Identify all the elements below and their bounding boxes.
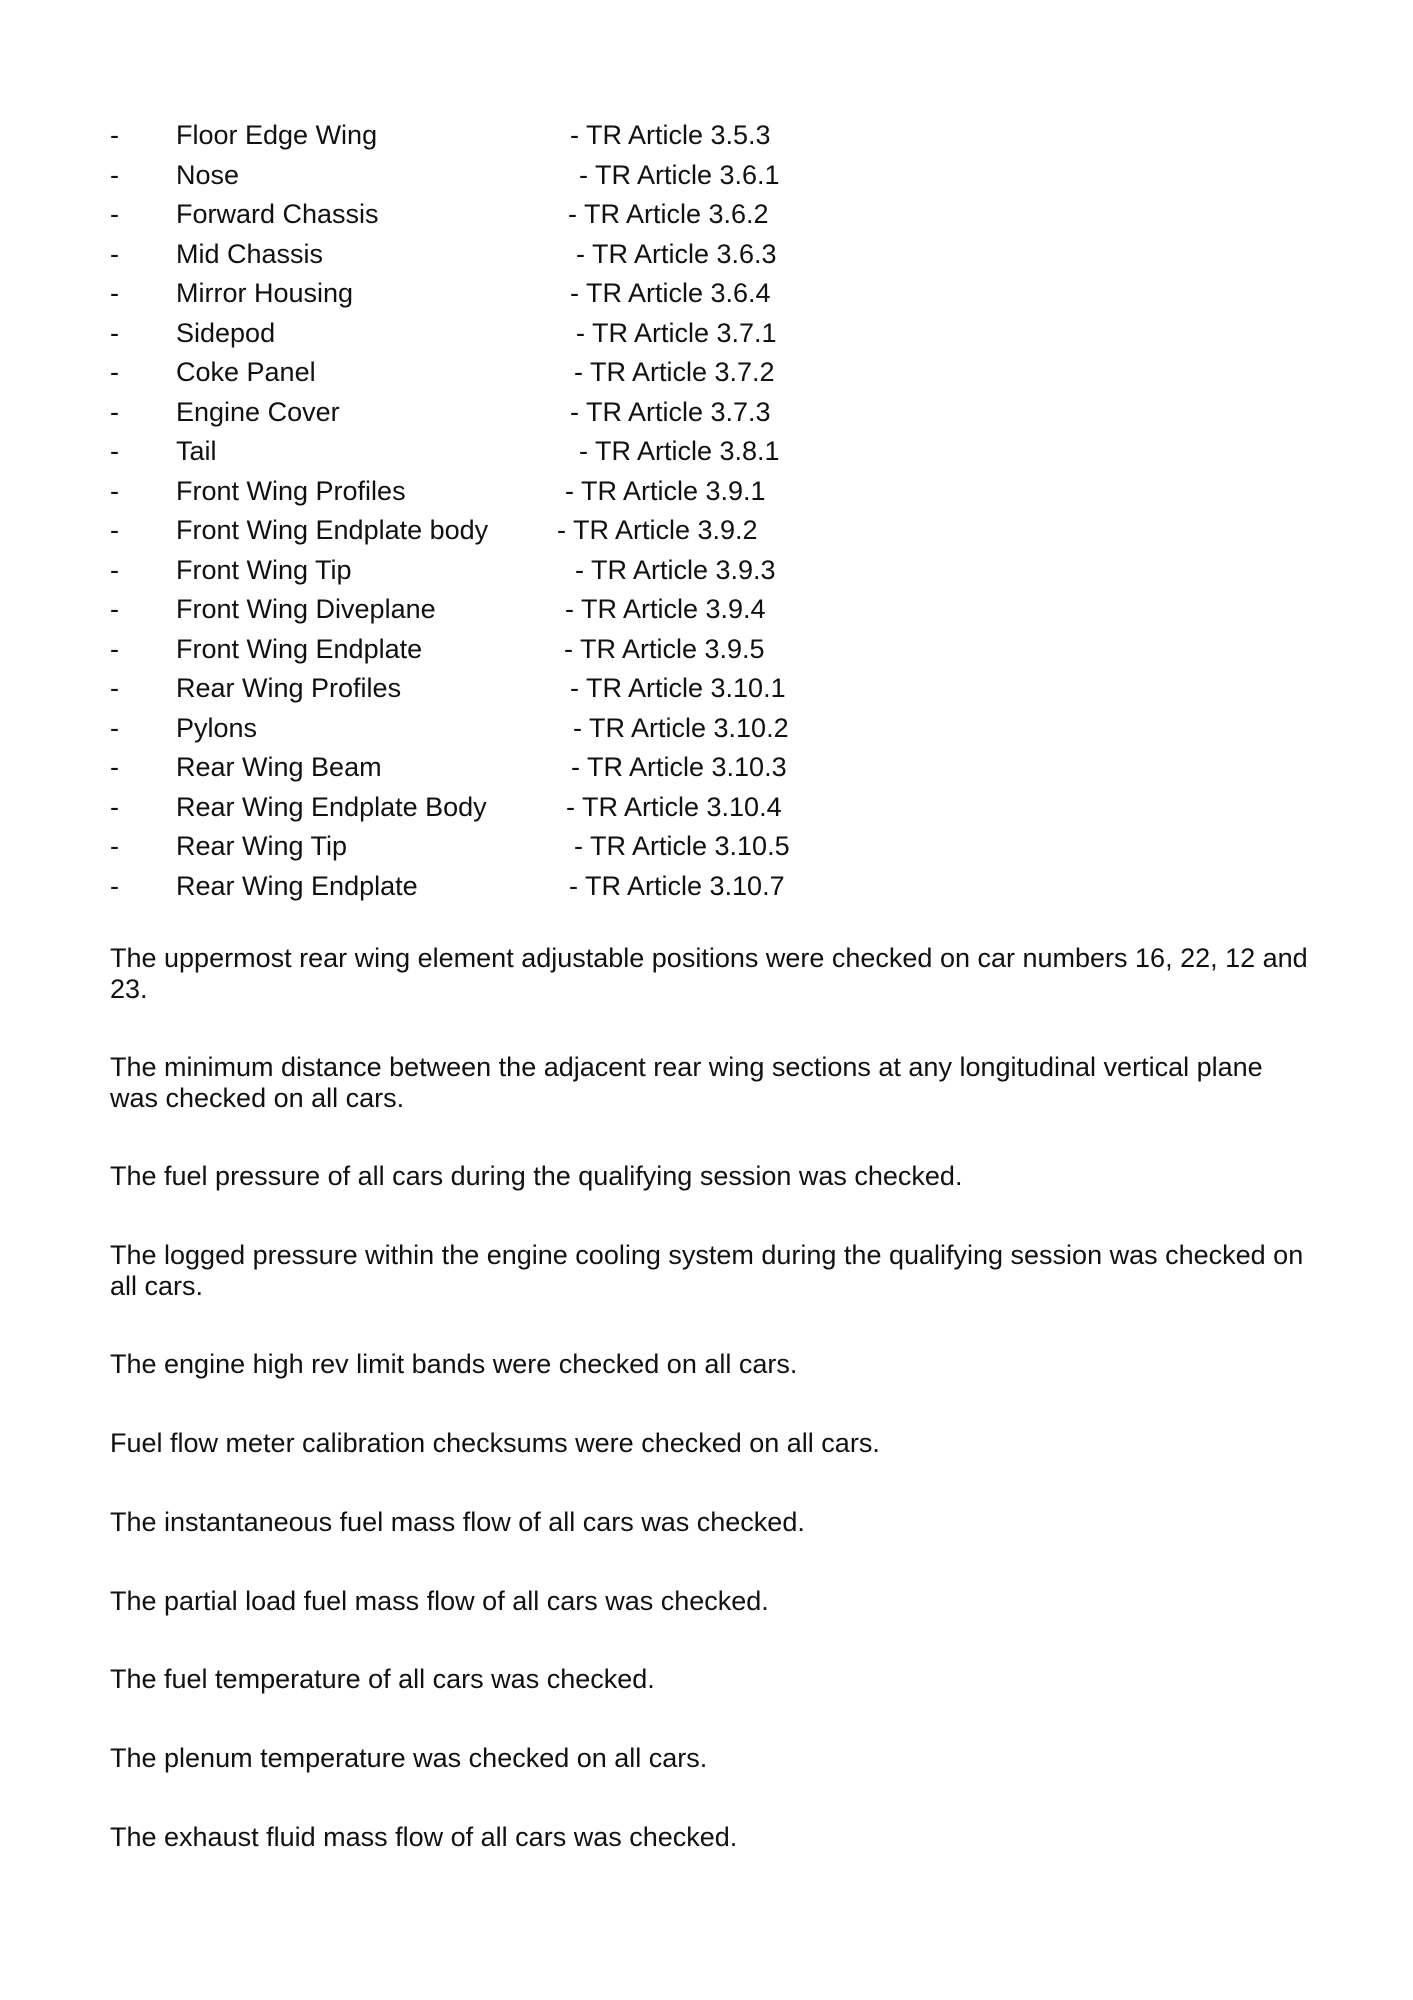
component-name: Nose [176, 159, 240, 190]
paragraph: The instantaneous fuel mass flow of all cars was checked. [110, 1507, 805, 1537]
component-name: Coke Panel [176, 357, 316, 387]
list-bullet: - [110, 475, 119, 506]
list-bullet: - [110, 633, 119, 664]
component-name: Mirror Housing [176, 278, 354, 308]
component-row [0, 551, 1413, 591]
paragraph: The partial load fuel mass flow of all cars was checked. [110, 1586, 769, 1616]
component-row [0, 472, 1413, 512]
list-bullet: - [110, 554, 119, 585]
paragraph: The fuel temperature of all cars was checked. [110, 1664, 655, 1694]
component-name: Front Wing Endplate [176, 633, 423, 664]
list-bullet: - [110, 515, 119, 545]
component-row [0, 156, 1413, 196]
component-name: Front Wing Diveplane [176, 594, 436, 624]
article-reference: - TR Article 3.5.3 [570, 120, 771, 150]
list-bullet: - [110, 673, 119, 703]
list-bullet: - [110, 712, 119, 743]
component-name: Front Wing Tip [176, 554, 352, 585]
paragraph: The uppermost rear wing element adjustable positions were checked on car numbers 16, 22, 12 and 23. [110, 943, 1308, 1004]
component-row [0, 195, 1413, 235]
article-reference: - TR Article 3.9.3 [575, 554, 776, 585]
component-row [0, 511, 1413, 551]
paragraph: The fuel pressure of all cars during the qualifying session was checked. [110, 1161, 963, 1191]
article-reference: - TR Article 3.10.7 [569, 870, 785, 901]
paragraph: The engine high rev limit bands were checked on all cars. [110, 1349, 798, 1379]
component-name: Mid Chassis [176, 238, 324, 269]
component-row [0, 353, 1413, 393]
article-reference: - TR Article 3.9.5 [564, 633, 765, 664]
article-reference: - TR Article 3.6.3 [576, 238, 777, 269]
article-reference: - TR Article 3.6.4 [570, 278, 771, 308]
list-bullet: - [110, 831, 119, 861]
component-name: Forward Chassis [176, 199, 379, 229]
list-bullet: - [110, 436, 119, 466]
article-reference: - TR Article 3.9.2 [557, 515, 758, 545]
component-name: Front Wing Profiles [176, 475, 406, 506]
article-reference: - TR Article 3.8.1 [579, 436, 780, 466]
paragraph: The minimum distance between the adjacent rear wing sections at any longitudinal vertical plane was checked on all cars. [110, 1052, 1263, 1113]
list-bullet: - [110, 594, 119, 624]
component-name: Tail [176, 436, 217, 466]
list-bullet: - [110, 396, 119, 427]
article-reference: - TR Article 3.7.2 [574, 357, 775, 387]
article-reference: - TR Article 3.10.3 [571, 752, 787, 782]
component-name: Rear Wing Endplate [176, 870, 418, 901]
list-bullet: - [110, 870, 119, 901]
list-bullet: - [110, 791, 119, 822]
component-name: Pylons [176, 712, 258, 743]
article-reference: - TR Article 3.10.4 [566, 791, 782, 822]
component-name: Floor Edge Wing [176, 120, 378, 150]
component-row [0, 235, 1413, 275]
component-row [0, 116, 1413, 156]
component-row [0, 748, 1413, 788]
paragraph: Fuel flow meter calibration checksums were checked on all cars. [110, 1428, 880, 1458]
component-list [0, 116, 1413, 906]
component-row [0, 432, 1413, 472]
article-reference: - TR Article 3.9.4 [565, 594, 766, 624]
article-reference: - TR Article 3.10.1 [570, 673, 786, 703]
paragraph: The plenum temperature was checked on all cars. [110, 1743, 708, 1773]
component-name: Rear Wing Tip [176, 831, 348, 861]
article-reference: - TR Article 3.6.1 [579, 159, 780, 190]
article-reference: - TR Article 3.10.2 [573, 712, 789, 743]
component-name: Front Wing Endplate body [176, 515, 489, 545]
paragraph: The logged pressure within the engine cooling system during the qualifying session was checked on all cars. [110, 1240, 1304, 1301]
list-bullet: - [110, 159, 119, 190]
article-reference: - TR Article 3.9.1 [565, 475, 766, 506]
component-row [0, 788, 1413, 828]
list-bullet: - [110, 752, 119, 782]
component-name: Rear Wing Endplate Body [176, 791, 487, 822]
component-row [0, 867, 1413, 907]
component-row [0, 630, 1413, 670]
article-reference: - TR Article 3.6.2 [568, 199, 769, 229]
paragraph: The exhaust fluid mass flow of all cars was checked. [110, 1822, 738, 1852]
component-row [0, 590, 1413, 630]
component-name: Engine Cover [176, 396, 340, 427]
component-row [0, 274, 1413, 314]
component-row [0, 709, 1413, 749]
article-reference: - TR Article 3.7.1 [576, 317, 777, 348]
component-row [0, 827, 1413, 867]
component-row [0, 669, 1413, 709]
component-name: Rear Wing Beam [176, 752, 382, 782]
component-name: Rear Wing Profiles [176, 673, 402, 703]
list-bullet: - [110, 317, 119, 348]
article-reference: - TR Article 3.10.5 [574, 831, 790, 861]
component-row [0, 314, 1413, 354]
component-row [0, 393, 1413, 433]
list-bullet: - [110, 278, 119, 308]
list-bullet: - [110, 199, 119, 229]
article-reference: - TR Article 3.7.3 [570, 396, 771, 427]
list-bullet: - [110, 120, 119, 150]
list-bullet: - [110, 238, 119, 269]
component-name: Sidepod [176, 317, 276, 348]
list-bullet: - [110, 357, 119, 387]
